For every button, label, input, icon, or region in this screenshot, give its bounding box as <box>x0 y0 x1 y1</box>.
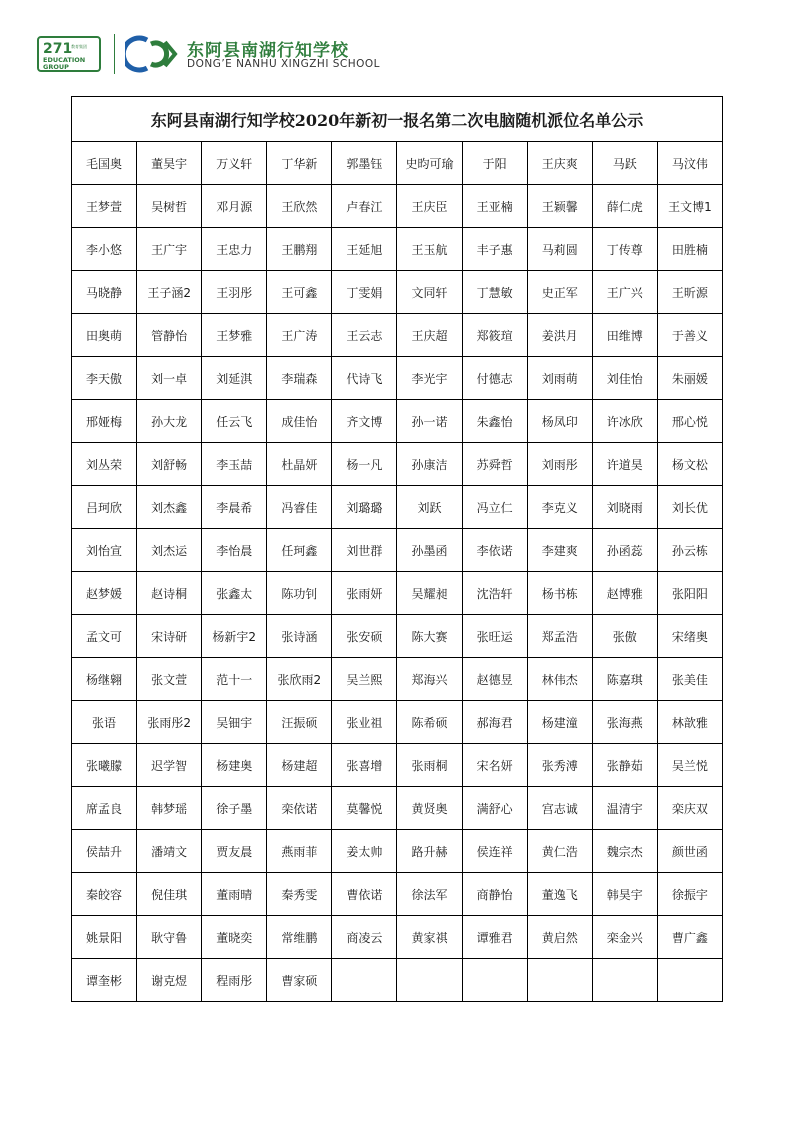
student-name-cell: 刘丛荣 <box>72 443 137 486</box>
student-name-cell: 李建爽 <box>527 529 592 572</box>
student-name-cell: 曹广鑫 <box>657 916 722 959</box>
student-name-cell: 郝海君 <box>462 701 527 744</box>
student-name-cell: 杨凤印 <box>527 400 592 443</box>
student-name-cell: 马莉圆 <box>527 228 592 271</box>
student-name-cell: 沈浩轩 <box>462 572 527 615</box>
student-name-cell: 张阳阳 <box>657 572 722 615</box>
student-name-cell: 满舒心 <box>462 787 527 830</box>
student-name-cell: 栾庆双 <box>657 787 722 830</box>
student-name-cell: 刘一卓 <box>137 357 202 400</box>
table-row <box>72 787 723 830</box>
student-name-cell: 栾依诺 <box>267 787 332 830</box>
student-name-cell: 孙一诺 <box>397 400 462 443</box>
student-name-cell: 马晓静 <box>72 271 137 314</box>
student-name-cell: 邢心悦 <box>657 400 722 443</box>
student-name-cell: 刘延淇 <box>202 357 267 400</box>
table-title: 东阿县南湖行知学校2020年新初一报名第二次电脑随机派位名单公示 <box>72 97 723 142</box>
student-name-cell: 于阳 <box>462 142 527 185</box>
student-name-cell: 田奥萌 <box>72 314 137 357</box>
student-name-cell: 刘舒畅 <box>137 443 202 486</box>
student-name-cell: 孙墨函 <box>397 529 462 572</box>
student-name-cell: 秦皎容 <box>72 873 137 916</box>
student-name-cell: 曹依诺 <box>332 873 397 916</box>
student-name-cell: 王庆爽 <box>527 142 592 185</box>
student-name-cell: 刘璐璐 <box>332 486 397 529</box>
student-name-cell: 谭雅君 <box>462 916 527 959</box>
student-name-cell: 史昀可瑜 <box>397 142 462 185</box>
student-name-cell: 毛国奥 <box>72 142 137 185</box>
student-name-cell: 王子涵2 <box>137 271 202 314</box>
student-name-cell: 万义轩 <box>202 142 267 185</box>
student-name-cell: 宫志诚 <box>527 787 592 830</box>
student-name-cell: 徐法军 <box>397 873 462 916</box>
student-name-cell: 丰子惠 <box>462 228 527 271</box>
student-name-cell: 邢娅梅 <box>72 400 137 443</box>
student-name-cell: 杨新宇2 <box>202 615 267 658</box>
student-name-cell: 郑孟浩 <box>527 615 592 658</box>
student-name-cell: 王云志 <box>332 314 397 357</box>
student-name-cell: 王忠力 <box>202 228 267 271</box>
student-name-cell: 张语 <box>72 701 137 744</box>
student-name-cell: 谭奎彬 <box>72 959 137 1002</box>
student-name-cell: 张秀溥 <box>527 744 592 787</box>
student-name-cell: 宋绪奥 <box>657 615 722 658</box>
student-name-cell: 姚景阳 <box>72 916 137 959</box>
student-name-cell <box>527 959 592 1002</box>
student-name-cell: 孙大龙 <box>137 400 202 443</box>
student-name-cell: 孙函蕊 <box>592 529 657 572</box>
student-name-cell: 任珂鑫 <box>267 529 332 572</box>
student-name-cell: 李小悠 <box>72 228 137 271</box>
student-name-cell: 黄家祺 <box>397 916 462 959</box>
student-name-cell: 于善义 <box>657 314 722 357</box>
student-name-cell: 孙云栋 <box>657 529 722 572</box>
student-name-cell: 韩梦瑶 <box>137 787 202 830</box>
student-name-cell: 王可鑫 <box>267 271 332 314</box>
table-row <box>72 615 723 658</box>
table-row <box>72 228 723 271</box>
student-name-cell: 谢克煜 <box>137 959 202 1002</box>
student-name-cell: 商凌云 <box>332 916 397 959</box>
student-name-cell: 丁慧敏 <box>462 271 527 314</box>
student-name-cell <box>462 959 527 1002</box>
student-name-cell: 陈大赛 <box>397 615 462 658</box>
student-name-cell: 黄仁浩 <box>527 830 592 873</box>
student-name-cell: 李光宇 <box>397 357 462 400</box>
logo-line2: GROUP <box>43 63 69 71</box>
student-name-cell: 刘世群 <box>332 529 397 572</box>
student-name-cell: 丁华新 <box>267 142 332 185</box>
student-name-cell: 李依诺 <box>462 529 527 572</box>
student-name-cell: 马汶伟 <box>657 142 722 185</box>
student-name-cell <box>397 959 462 1002</box>
student-name-cell: 董昊宇 <box>137 142 202 185</box>
table-row <box>72 185 723 228</box>
student-name-cell: 林伟杰 <box>527 658 592 701</box>
student-name-cell: 曹家硕 <box>267 959 332 1002</box>
student-name-cell: 李晨希 <box>202 486 267 529</box>
student-name-cell: 王庆超 <box>397 314 462 357</box>
student-name-cell: 莫馨悦 <box>332 787 397 830</box>
student-name-cell <box>332 959 397 1002</box>
student-name-cell: 侯喆升 <box>72 830 137 873</box>
student-name-cell: 张雨彤2 <box>137 701 202 744</box>
student-name-cell: 赵博雅 <box>592 572 657 615</box>
student-name-cell: 韩昊宇 <box>592 873 657 916</box>
student-name-cell: 王欣然 <box>267 185 332 228</box>
student-name-cell: 杜晶妍 <box>267 443 332 486</box>
student-name-cell: 颜世函 <box>657 830 722 873</box>
student-name-cell: 王羽彤 <box>202 271 267 314</box>
student-name-cell: 陈功钊 <box>267 572 332 615</box>
table-row <box>72 400 723 443</box>
student-name-cell: 成佳怡 <box>267 400 332 443</box>
student-name-cell: 李瑞森 <box>267 357 332 400</box>
student-name-cell: 王延旭 <box>332 228 397 271</box>
student-name-cell: 薛仁虎 <box>592 185 657 228</box>
student-name-cell: 黄启然 <box>527 916 592 959</box>
table-row <box>72 658 723 701</box>
page-header <box>37 34 757 76</box>
student-name-cell: 李怡晨 <box>202 529 267 572</box>
student-name-cell: 吕珂欣 <box>72 486 137 529</box>
student-name-cell: 王鹏翔 <box>267 228 332 271</box>
student-name-cell: 苏舜哲 <box>462 443 527 486</box>
student-name-cell: 赵德昱 <box>462 658 527 701</box>
student-name-cell: 刘佳怡 <box>592 357 657 400</box>
student-name-cell: 张安硕 <box>332 615 397 658</box>
school-name-en: DONG’E NANHU XINGZHI SCHOOL <box>187 58 381 70</box>
student-name-cell: 姜洪月 <box>527 314 592 357</box>
student-name-cell: 吴兰熙 <box>332 658 397 701</box>
student-name-cell: 刘跃 <box>397 486 462 529</box>
table-row <box>72 744 723 787</box>
table-row <box>72 916 723 959</box>
student-name-cell: 董逸飞 <box>527 873 592 916</box>
student-name-cell: 燕雨菲 <box>267 830 332 873</box>
education-group-logo <box>37 36 101 72</box>
student-name-cell: 栾金兴 <box>592 916 657 959</box>
student-name-cell: 冯睿佳 <box>267 486 332 529</box>
student-name-cell: 杨建奥 <box>202 744 267 787</box>
table-row <box>72 357 723 400</box>
student-name-cell: 刘雨彤 <box>527 443 592 486</box>
student-name-cell: 张海燕 <box>592 701 657 744</box>
student-name-cell: 吴兰悦 <box>657 744 722 787</box>
student-name-cell: 刘雨萌 <box>527 357 592 400</box>
student-name-cell: 刘长优 <box>657 486 722 529</box>
student-name-cell: 张业祖 <box>332 701 397 744</box>
student-name-cell: 宋诗研 <box>137 615 202 658</box>
student-name-cell: 商静怡 <box>462 873 527 916</box>
student-name-cell: 董雨晴 <box>202 873 267 916</box>
student-name-cell: 任云飞 <box>202 400 267 443</box>
student-name-cell: 田胜楠 <box>657 228 722 271</box>
student-name-cell: 郑筱瑄 <box>462 314 527 357</box>
student-name-cell: 董晓奕 <box>202 916 267 959</box>
student-name-cell: 张傲 <box>592 615 657 658</box>
table-row <box>72 959 723 1002</box>
student-name-cell: 宋名妍 <box>462 744 527 787</box>
student-name-cell: 吴耀昶 <box>397 572 462 615</box>
student-name-cell: 张旺运 <box>462 615 527 658</box>
student-name-cell: 代诗飞 <box>332 357 397 400</box>
table-row <box>72 830 723 873</box>
student-name-cell: 常维鹏 <box>267 916 332 959</box>
student-name-cell: 孟文可 <box>72 615 137 658</box>
student-name-cell: 侯连祥 <box>462 830 527 873</box>
student-name-cell: 王颖馨 <box>527 185 592 228</box>
student-name-cell: 齐文博 <box>332 400 397 443</box>
student-name-cell: 刘杰运 <box>137 529 202 572</box>
table-row <box>72 572 723 615</box>
table-row <box>72 529 723 572</box>
student-name-cell: 倪佳琪 <box>137 873 202 916</box>
student-name-cell: 陈希硕 <box>397 701 462 744</box>
student-name-cell <box>592 959 657 1002</box>
student-name-cell: 徐子墨 <box>202 787 267 830</box>
student-name-cell: 王亚楠 <box>462 185 527 228</box>
student-name-cell: 杨文松 <box>657 443 722 486</box>
student-name-cell: 杨书栋 <box>527 572 592 615</box>
table-title-row <box>72 97 723 142</box>
student-name-cell: 张雨桐 <box>397 744 462 787</box>
student-name-cell: 邓月源 <box>202 185 267 228</box>
student-name-cell: 迟学智 <box>137 744 202 787</box>
table-row <box>72 314 723 357</box>
student-name-cell: 郑海兴 <box>397 658 462 701</box>
student-name-cell: 王广涛 <box>267 314 332 357</box>
student-name-cell: 路升赫 <box>397 830 462 873</box>
student-name-cell: 卢春江 <box>332 185 397 228</box>
student-name-cell: 杨建潼 <box>527 701 592 744</box>
student-name-cell: 范十一 <box>202 658 267 701</box>
table-row <box>72 873 723 916</box>
student-name-cell: 张曦朦 <box>72 744 137 787</box>
student-name-cell: 张喜增 <box>332 744 397 787</box>
student-name-cell: 马跃 <box>592 142 657 185</box>
student-name-cell: 林歆雅 <box>657 701 722 744</box>
student-name-cell: 张欣雨2 <box>267 658 332 701</box>
student-name-cell: 姜太帅 <box>332 830 397 873</box>
student-name-cell: 耿守鲁 <box>137 916 202 959</box>
student-name-cell <box>657 959 722 1002</box>
student-name-cell: 王庆臣 <box>397 185 462 228</box>
allocation-list-table <box>71 96 723 1002</box>
student-name-cell: 孙康洁 <box>397 443 462 486</box>
student-name-cell: 朱丽媛 <box>657 357 722 400</box>
student-name-cell: 赵诗桐 <box>137 572 202 615</box>
student-name-cell: 冯立仁 <box>462 486 527 529</box>
school-emblem-icon <box>125 34 181 74</box>
student-name-cell: 杨建超 <box>267 744 332 787</box>
student-name-cell: 赵梦媛 <box>72 572 137 615</box>
student-name-cell: 王玉航 <box>397 228 462 271</box>
table-row <box>72 701 723 744</box>
student-name-cell: 杨一凡 <box>332 443 397 486</box>
student-name-cell: 许冰欣 <box>592 400 657 443</box>
student-name-cell: 张美佳 <box>657 658 722 701</box>
student-name-cell: 陈嘉琪 <box>592 658 657 701</box>
student-name-cell: 付德志 <box>462 357 527 400</box>
student-name-cell: 刘杰鑫 <box>137 486 202 529</box>
student-name-cell: 许道昊 <box>592 443 657 486</box>
student-name-cell: 田维博 <box>592 314 657 357</box>
student-name-cell: 潘靖文 <box>137 830 202 873</box>
student-name-cell: 王广兴 <box>592 271 657 314</box>
student-name-cell: 郭墨钰 <box>332 142 397 185</box>
student-name-cell: 刘怡宣 <box>72 529 137 572</box>
student-name-cell: 程雨彤 <box>202 959 267 1002</box>
student-name-cell: 王昕源 <box>657 271 722 314</box>
student-name-cell: 张雨妍 <box>332 572 397 615</box>
student-name-cell: 王梦萱 <box>72 185 137 228</box>
student-name-cell: 徐振宇 <box>657 873 722 916</box>
student-name-cell: 管静怡 <box>137 314 202 357</box>
student-name-cell: 杨继翱 <box>72 658 137 701</box>
student-name-cell: 温清宇 <box>592 787 657 830</box>
student-name-cell: 文同轩 <box>397 271 462 314</box>
student-name-cell: 王文博1 <box>657 185 722 228</box>
school-name-cn: 东阿县南湖行知学校 <box>187 41 349 61</box>
student-name-cell: 朱鑫怡 <box>462 400 527 443</box>
logo-number: 271 <box>43 41 73 57</box>
student-name-cell: 王梦雅 <box>202 314 267 357</box>
student-name-cell: 汪振硕 <box>267 701 332 744</box>
student-name-cell: 张鑫太 <box>202 572 267 615</box>
student-name-cell: 李天傲 <box>72 357 137 400</box>
student-name-cell: 李克义 <box>527 486 592 529</box>
student-name-cell: 秦秀雯 <box>267 873 332 916</box>
student-name-cell: 吴钿宇 <box>202 701 267 744</box>
table-row <box>72 271 723 314</box>
header-divider <box>114 34 115 74</box>
student-name-cell: 刘晓雨 <box>592 486 657 529</box>
student-name-cell: 李玉喆 <box>202 443 267 486</box>
student-name-cell: 丁传尊 <box>592 228 657 271</box>
student-name-cell: 贾友晨 <box>202 830 267 873</box>
student-name-cell: 魏宗杰 <box>592 830 657 873</box>
table-row <box>72 486 723 529</box>
student-name-cell: 丁雯娟 <box>332 271 397 314</box>
table-row <box>72 443 723 486</box>
student-name-cell: 王广宇 <box>137 228 202 271</box>
student-name-cell: 张诗涵 <box>267 615 332 658</box>
student-name-cell: 吴树哲 <box>137 185 202 228</box>
student-name-cell: 史正军 <box>527 271 592 314</box>
student-name-cell: 席孟良 <box>72 787 137 830</box>
logo-tagline: 教育集团 <box>71 44 87 49</box>
student-name-cell: 张静茹 <box>592 744 657 787</box>
student-name-cell: 张文萱 <box>137 658 202 701</box>
student-name-cell: 黄贤奥 <box>397 787 462 830</box>
logo-line1: EDUCATION <box>43 56 86 64</box>
table-row <box>72 142 723 185</box>
